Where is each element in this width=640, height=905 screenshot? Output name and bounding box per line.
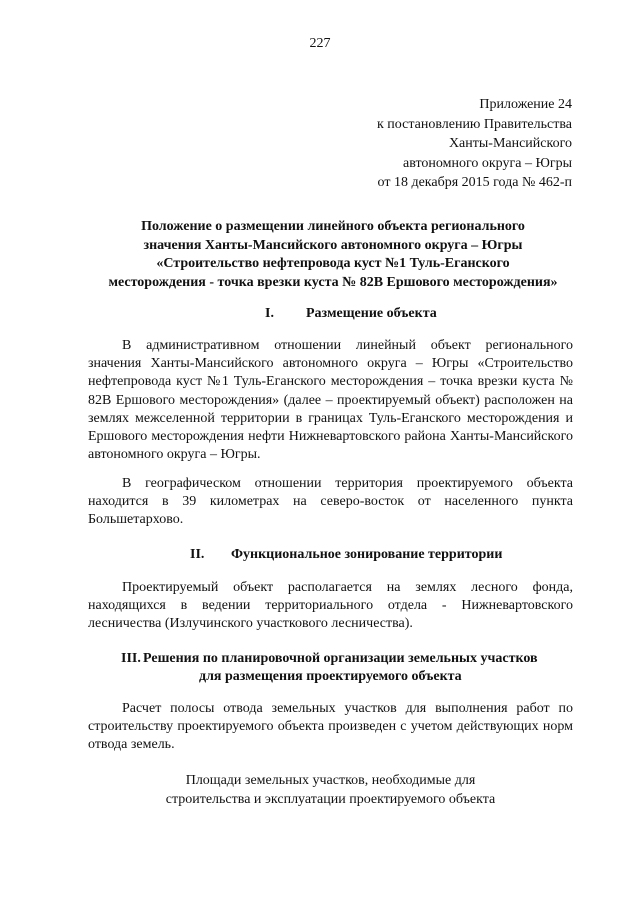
section-2-heading (190, 547, 502, 563)
section-3-title-line-2: для размещения проектируемого объекта (199, 669, 462, 684)
table-caption (88, 771, 573, 809)
section-2-paragraph-1: Проектируемый объект располагается на землях лесного фонда, находящихся в ведении территориального отдела - Нижневартовского лесничества (Излучинского участкового лесничества). (88, 580, 573, 632)
document-title-line-1: Положение о размещении линейного объекта регионального (141, 219, 525, 234)
appendix-line-3: Ханты-Мансийского (448, 136, 572, 151)
section-3-heading (121, 651, 538, 667)
document-title-line-4: месторождения - точка врезки куста № 82В Ершового месторождения» (108, 274, 558, 290)
section-3-number: III. (121, 651, 141, 666)
section-3-heading-line-2 (199, 669, 462, 685)
document-title (88, 218, 578, 292)
page-number: 227 (309, 36, 331, 51)
section-2-number: II. (190, 547, 205, 562)
table-caption-line-1: Площади земельных участков, необходимые для (185, 773, 476, 788)
section-2-title: Функциональное зонирование территории (231, 547, 503, 562)
table-caption-line-2: строительства и эксплуатации проектируемого объекта (165, 792, 496, 807)
appendix-line-5: от 18 декабря 2015 года № 462-п (377, 175, 572, 190)
section-1-number: I. (265, 306, 274, 321)
document-title-line-3: «Строительство нефтепровода куст №1 Туль-Еганского (156, 256, 510, 271)
section-1-paragraph-1: В административном отношении линейный объект регионального значения Ханты-Мансийского автономного округа – Югры «Строительство нефтепровода куст №1 Туль-Еганского месторождения – точка врезки куста № 82В Ершового месторождения» (далее – проектируемый объект) расположен на землях межселенной территории в границах Туль-Еганского месторождения и Ершового месторождения нефти Нижневартовского района Ханты-Мансийского автономного округа – Югры. (88, 338, 573, 463)
document-title-line-2: значения Ханты-Мансийского автономного округа – Югры (143, 237, 523, 253)
section-1-paragraph-2: В географическом отношении территория проектируемого объекта находится в 39 километрах на северо-восток от населенного пункта Большетархово. (88, 476, 573, 528)
appendix-line-1: Приложение 24 (479, 97, 572, 112)
section-1-heading (265, 306, 437, 322)
section-1-title: Размещение объекта (306, 306, 437, 321)
section-3-paragraph-1: Расчет полосы отвода земельных участков для выполнения работ по строительству проектируемого объекта произведен с учетом действующих норм отвода земель. (88, 701, 573, 753)
appendix-line-4: автономного округа – Югры (403, 155, 572, 171)
section-3-title-line-1: Решения по планировочной организации земельных участков (143, 651, 538, 666)
appendix-header (377, 95, 572, 193)
appendix-line-2: к постановлению Правительства (376, 116, 572, 132)
